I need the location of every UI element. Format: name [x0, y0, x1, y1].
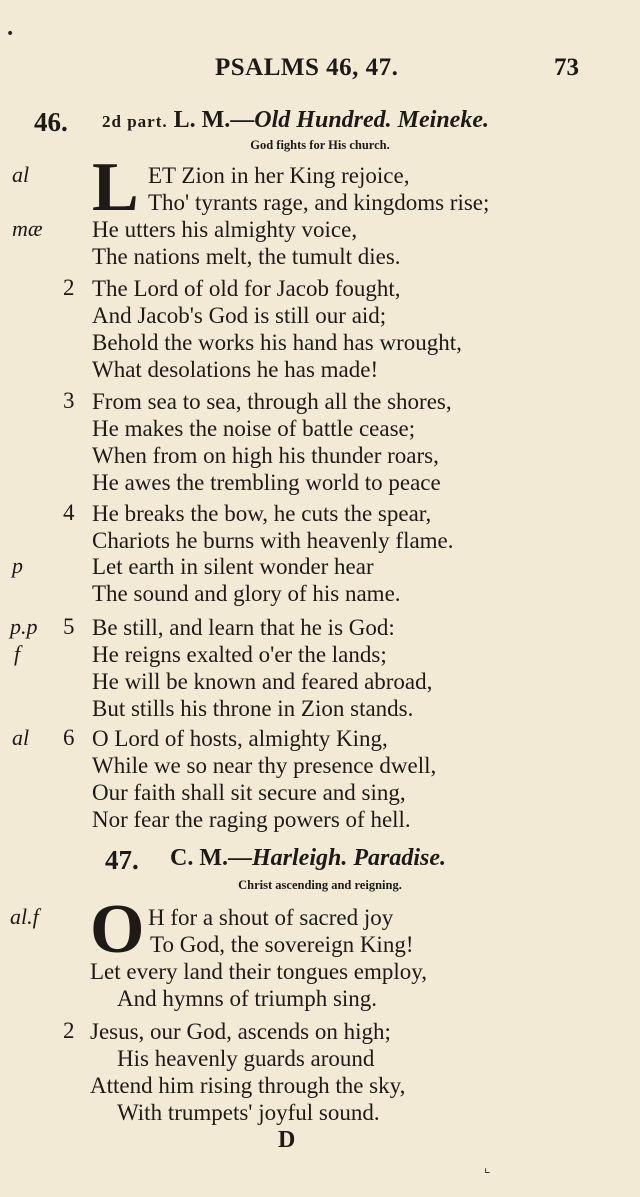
tune-names: Harleigh. Paradise. [251, 845, 446, 871]
part-label: 2d part. [102, 112, 168, 131]
psalm-meter [170, 845, 446, 872]
verse-line: To God, the sovereign King! [150, 932, 414, 957]
page-title: PSALMS 46, 47. [215, 54, 399, 81]
verse-line: Tho' tyrants rage, and kingdoms rise; [148, 190, 490, 215]
meter-label: L. M.— [173, 107, 255, 133]
verse-line: Let every land their tongues employ, [90, 959, 428, 984]
verse-number: 3 [63, 388, 75, 413]
dynamic-marking: p.p [10, 614, 38, 639]
verse-number: 2 [63, 275, 75, 300]
signature-mark: D [278, 1127, 296, 1153]
drop-cap: O [90, 891, 145, 968]
verse-line: And Jacob's God is still our aid; [92, 303, 387, 328]
verse-line: From sea to sea, through all the shores, [92, 389, 452, 414]
verse-line: The nations melt, the tumult dies. [92, 244, 401, 269]
dynamic-marking: al [12, 725, 30, 750]
verse-line: He will be known and feared abroad, [92, 669, 433, 694]
verse-line: He utters his almighty voice, [92, 217, 358, 242]
verse-line: Behold the works his hand has wrought, [92, 330, 462, 355]
dynamic-marking: mæ [12, 216, 43, 241]
verse-line: Be still, and learn that he is God: [92, 615, 395, 640]
running-header [0, 54, 640, 86]
tune-names: Old Hundred. Meineke. [254, 107, 489, 133]
verse-number: 2 [63, 1018, 75, 1043]
dynamic-marking: al.f [10, 904, 39, 929]
dynamic-marking: f [14, 641, 21, 666]
verse-line: He breaks the bow, he cuts the spear, [92, 501, 432, 526]
psalm-47-heading [0, 845, 640, 875]
verse-line: He awes the trembling world to peace [92, 470, 441, 495]
verse-line: But stills his throne in Zion stands. [92, 696, 414, 721]
verse-line: His heavenly guards around [117, 1046, 375, 1071]
margin-ink-mark: ⌞ [484, 1160, 491, 1176]
verse-line: H for a shout of sacred joy [148, 905, 394, 930]
psalm-subtitle: God fights for His church. [250, 138, 390, 152]
verse-line: O Lord of hosts, almighty King, [92, 726, 388, 751]
verse-line: What desolations he has made! [92, 357, 379, 382]
meter-label: C. M.— [170, 845, 252, 871]
psalm-46-heading [0, 107, 640, 137]
verse-line: Let earth in silent wonder hear [92, 554, 374, 579]
verse-line: The Lord of old for Jacob fought, [92, 276, 401, 301]
verse-line: Our faith shall sit secure and sing, [92, 780, 406, 805]
verse-line: When from on high his thunder roars, [92, 443, 439, 468]
drop-cap: L [92, 149, 139, 226]
verse-line: Attend him rising through the sky, [90, 1073, 406, 1098]
verse-line: He reigns exalted o'er the lands; [92, 642, 387, 667]
verse-line: He makes the noise of battle cease; [92, 416, 416, 441]
verse-line: ET Zion in her King rejoice, [148, 163, 410, 188]
dynamic-marking: p [12, 553, 23, 578]
verse-line: The sound and glory of his name. [92, 581, 401, 606]
verse-line: Jesus, our God, ascends on high; [90, 1019, 391, 1044]
verse-number: 6 [63, 725, 75, 750]
verse-line: Nor fear the raging powers of hell. [92, 807, 411, 832]
verse-number: 5 [63, 614, 75, 639]
page-number: 73 [554, 54, 579, 81]
verse-line: With trumpets' joyful sound. [117, 1100, 380, 1125]
dynamic-marking: al [12, 162, 30, 187]
psalm-number: 47. [105, 845, 139, 875]
margin-ink-mark: • [6, 26, 15, 42]
psalm-meter [102, 107, 489, 134]
verse-line: And hymns of triumph sing. [117, 986, 378, 1011]
verse-line: While we so near thy presence dwell, [92, 753, 437, 778]
psalm-subtitle: Christ ascending and reigning. [238, 878, 402, 892]
verse-line: Chariots he burns with heavenly flame. [92, 528, 454, 553]
verse-number: 4 [63, 500, 75, 525]
psalm-number: 46. [34, 107, 68, 137]
